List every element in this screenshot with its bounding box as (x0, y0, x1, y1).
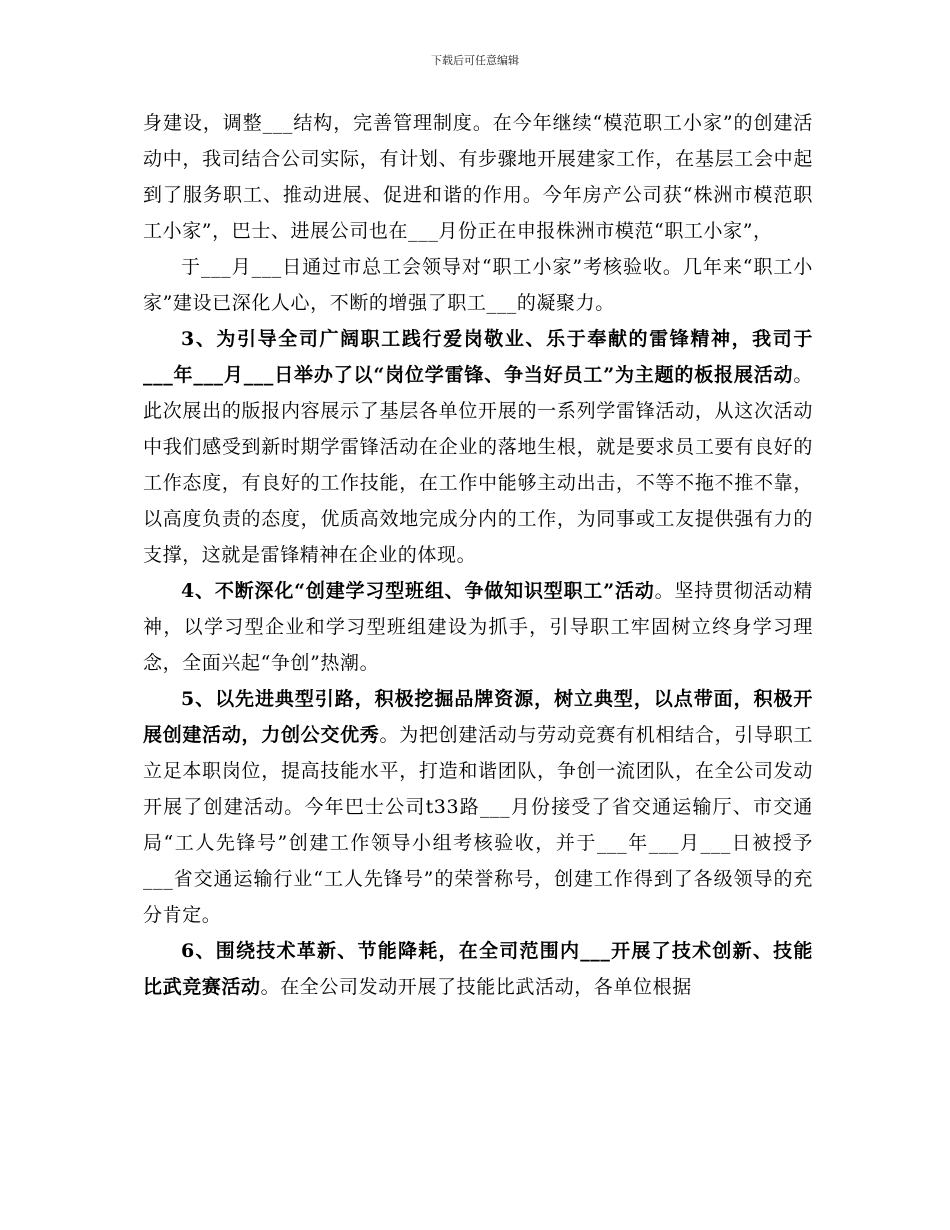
page-header: 下载后可任意编辑 (431, 54, 519, 67)
paragraph-text: 。此次展出的版报内容展示了基层各单位开展的一系列学雷锋活动，从这次活动中我们感受到新时期学雷锋活动在企业的落地生根，就是要求员工要有良好的工作态度，有良好的工作技能，在工作中能够主动出击，不等不拖不推不靠，以高度负责的态度，优质高效地完成分内的工作，为同事或工友提供强有力的支撑，这就是雷锋精神在企业的体现。 (143, 364, 813, 566)
paragraph-text: 。为把创建活动与劳动竞赛有机相结合，引导职工立足本职岗位，提高技能水平，打造和谐团队，争创一流团队，在全公司发动开展了创建活动。今年巴士公司t33路___月份接受了省交通运输厅、市交通局“工人先锋号”创建工作领导小组考核验收，并于___年___月___日被授予___省交通运输行业“工人先锋号”的荣誉称号，创建工作得到了各级领导的充分肯定。 (143, 724, 814, 926)
paragraph-continued (143, 105, 813, 249)
paragraph (143, 249, 813, 321)
paragraph-heading: 3、为引导全司广阔职工践行爱岗敬业、乐于奉献的雷锋精神，我司于___年___月___日举办了以“岗位学雷锋、争当好员工”为主题的板报展活动 (143, 328, 813, 386)
paragraph-text: 于___月___日通过市总工会领导对“职工小家”考核验收。几年来“职工小家”建设已深化人心，不断的增强了职工___的凝聚力。 (143, 256, 813, 314)
paragraph-item-4 (143, 573, 813, 681)
paragraph-heading: 6、围绕技术革新、节能降耗，在全司范围内___开展了技术创新、技能比武竞赛活动 (143, 940, 813, 998)
paragraph-item-6 (143, 933, 813, 1005)
paragraph-item-3 (143, 321, 813, 573)
paragraph-text: 。坚持贯彻活动精神，以学习型企业和学习型班组建设为抓手，引导职工牢固树立终身学习理念，全面兴起“争创”热潮。 (143, 580, 813, 674)
paragraph-text: 。在全公司发动开展了技能比武活动，各单位根据 (260, 976, 692, 998)
paragraph-heading: 5、以先进典型引路，积极挖掘品牌资源，树立典型，以点带面，积极开展创建活动，力创公交优秀 (143, 688, 813, 746)
document-body (143, 105, 813, 1005)
paragraph-text: 身建设，调整___结构，完善管理制度。在今年继续“模范职工小家”的创建活动中，我司结合公司实际，有计划、有步骤地开展建家工作，在基层工会中起到了服务职工、推动进展、促进和谐的作用。今年房产公司获“株洲市模范职工小家”，巴士、进展公司也在___月份正在申报株洲市模范“职工小家”， (143, 112, 813, 242)
paragraph-heading: 4、不断深化“创建学习型班组、争做知识型职工”活动 (181, 580, 655, 602)
paragraph-item-5 (143, 681, 813, 933)
